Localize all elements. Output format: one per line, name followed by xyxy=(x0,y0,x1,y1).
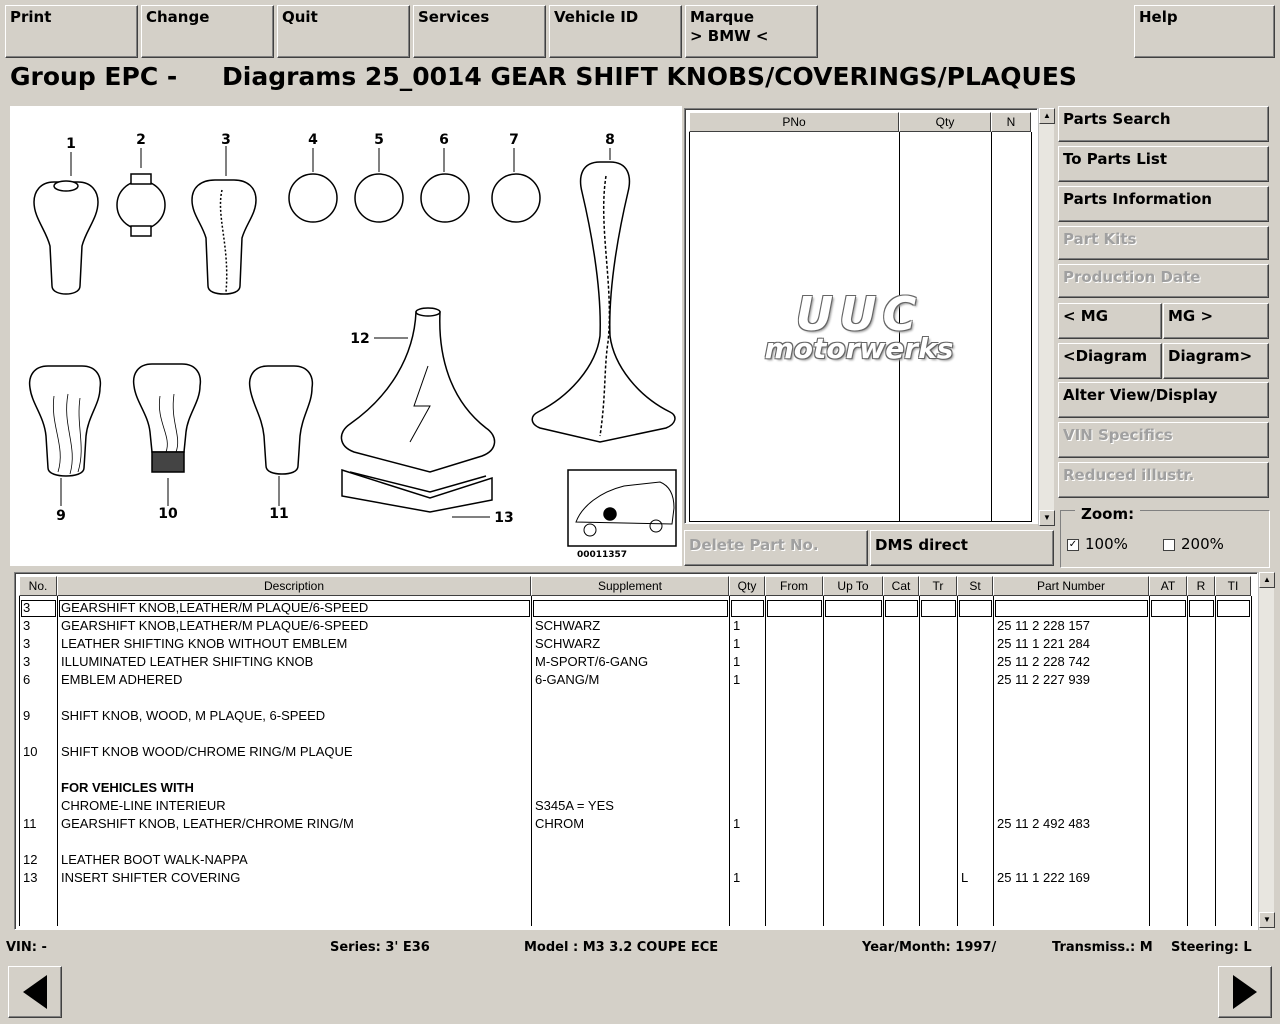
col-header-part-number[interactable]: Part Number xyxy=(993,576,1149,596)
pno-header[interactable]: PNo xyxy=(689,112,899,132)
pno-bottom-line xyxy=(689,521,1032,522)
cell-no: 3 xyxy=(23,654,31,669)
part-kits-label: Part Kits xyxy=(1063,230,1137,248)
cell-qty: 1 xyxy=(733,654,741,669)
cell-no: 3 xyxy=(23,618,31,633)
cell-part-number: 25 11 2 228 742 xyxy=(997,654,1091,669)
col-header-up-to[interactable]: Up To xyxy=(823,576,883,596)
callout-1[interactable]: 1 xyxy=(66,136,76,152)
marque-button[interactable] xyxy=(685,5,818,58)
quit-label: Quit xyxy=(282,8,318,26)
cell-st: L xyxy=(961,870,969,885)
reduced-illustr-label: Reduced illustr. xyxy=(1063,466,1195,484)
cell-qty: 1 xyxy=(733,618,741,633)
print-label: Print xyxy=(10,8,52,26)
cell-no: 12 xyxy=(23,852,38,867)
col-header-supplement[interactable]: Supplement xyxy=(531,576,729,596)
cell-description: ILLUMINATED LEATHER SHIFTING KNOB xyxy=(61,654,314,669)
status-steering: Steering: L xyxy=(1171,940,1252,955)
vehicle-id-button[interactable] xyxy=(549,5,682,58)
cell-supplement: 6-GANG/M xyxy=(535,672,600,687)
col-header-from[interactable]: From xyxy=(765,576,823,596)
cell-description: EMBLEM ADHERED xyxy=(61,672,183,687)
diagram-next-button[interactable] xyxy=(1163,343,1269,379)
pno-n-header[interactable]: N xyxy=(991,112,1031,132)
table-row[interactable] xyxy=(19,725,1252,743)
callout-4[interactable]: 4 xyxy=(308,132,318,148)
delete-part-no-button[interactable] xyxy=(684,530,868,566)
selection-cell xyxy=(1189,600,1214,617)
zoom-200-label[interactable]: 200% xyxy=(1181,535,1224,553)
diagram-prev-label: <Diagram xyxy=(1063,347,1148,365)
pno-table[interactable] xyxy=(684,108,1038,524)
status-series: Series: 3' E36 xyxy=(330,940,430,955)
to-parts-list-button[interactable] xyxy=(1058,146,1269,182)
status-transmission: Transmiss.: M xyxy=(1052,940,1153,955)
pno-scrollbar[interactable] xyxy=(1038,108,1054,526)
quit-button[interactable] xyxy=(277,5,410,58)
part-kits-button[interactable] xyxy=(1058,226,1269,260)
marque-label: Marque xyxy=(690,8,755,26)
cell-supplement: S345A = YES xyxy=(535,798,614,813)
change-label: Change xyxy=(146,8,210,26)
callout-2[interactable]: 2 xyxy=(136,132,146,148)
callout-8[interactable]: 8 xyxy=(605,132,615,148)
services-button[interactable] xyxy=(413,5,546,58)
cell-qty: 1 xyxy=(733,636,741,651)
callout-10[interactable]: 10 xyxy=(158,506,178,522)
pno-col-line xyxy=(991,132,992,522)
selection-cell xyxy=(995,600,1148,617)
cell-no: 3 xyxy=(23,600,31,615)
vin-specifics-button[interactable] xyxy=(1058,422,1269,458)
marque-value: > BMW < xyxy=(690,27,769,45)
dms-direct-label: DMS direct xyxy=(875,536,968,554)
callout-11[interactable]: 11 xyxy=(269,506,289,522)
cell-supplement: M-SPORT/6-GANG xyxy=(535,654,649,669)
zoom-100-checkbox[interactable]: ✓ xyxy=(1068,539,1078,550)
arrow-right-icon xyxy=(1219,967,1271,1017)
selection-cell xyxy=(959,600,992,617)
cell-description: SHIFT KNOB WOOD/CHROME RING/M PLAQUE xyxy=(61,744,353,759)
cell-description: SHIFT KNOB, WOOD, M PLAQUE, 6-SPEED xyxy=(61,708,326,723)
diagram-prev-button[interactable] xyxy=(1058,343,1162,379)
alter-view-display-button[interactable] xyxy=(1058,382,1269,418)
cell-part-number: 25 11 1 221 284 xyxy=(997,636,1091,651)
parts-information-label: Parts Information xyxy=(1063,190,1212,208)
pno-col-line xyxy=(1031,132,1032,522)
diagram-image-id: 00011357 xyxy=(576,550,628,560)
mg-prev-label: < MG xyxy=(1063,307,1109,325)
delete-part-no-label: Delete Part No. xyxy=(689,536,819,554)
cell-description: GEARSHIFT KNOB,LEATHER/M PLAQUE/6-SPEED xyxy=(61,618,369,633)
table-row[interactable] xyxy=(19,833,1252,851)
watermark-line1: UUC xyxy=(795,287,923,341)
selection-cell xyxy=(731,600,764,617)
cell-description: GEARSHIFT KNOB, LEATHER/CHROME RING/M xyxy=(61,816,354,831)
col-header-cat[interactable]: Cat xyxy=(883,576,919,596)
col-header-description[interactable]: Description xyxy=(57,576,531,596)
selection-cell xyxy=(885,600,918,617)
to-parts-list-label: To Parts List xyxy=(1063,150,1167,168)
selection-cell xyxy=(767,600,822,617)
dms-direct-button[interactable] xyxy=(870,530,1054,566)
vin-specifics-label: VIN Specifics xyxy=(1063,426,1173,444)
cell-no: 11 xyxy=(23,816,37,831)
status-model: Model : M3 3.2 COUPE ECE xyxy=(524,940,719,955)
scroll-down-icon[interactable]: ▼ xyxy=(1259,912,1275,928)
watermark xyxy=(729,287,989,365)
cell-qty: 1 xyxy=(733,816,741,831)
pno-qty-header[interactable]: Qty xyxy=(899,112,991,132)
callout-5[interactable]: 5 xyxy=(374,132,384,148)
cell-no: 9 xyxy=(23,708,31,723)
cell-description: FOR VEHICLES WITH xyxy=(61,780,194,795)
col-header-no[interactable]: No. xyxy=(19,576,57,596)
status-vin: VIN: - xyxy=(6,940,47,955)
zoom-100-label[interactable]: 100% xyxy=(1085,535,1128,553)
callout-3[interactable]: 3 xyxy=(221,132,231,148)
arrow-left-icon xyxy=(9,967,61,1017)
cell-no: 3 xyxy=(23,636,31,651)
scroll-down-icon[interactable]: ▼ xyxy=(1039,510,1055,526)
cell-qty: 1 xyxy=(733,672,741,687)
vehicle-id-label: Vehicle ID xyxy=(554,8,639,26)
scroll-up-icon[interactable]: ▲ xyxy=(1039,108,1055,124)
parts-list-table[interactable] xyxy=(14,572,1258,930)
status-year-month: Year/Month: 1997/ xyxy=(862,940,997,955)
cell-description: LEATHER BOOT WALK-NAPPA xyxy=(61,852,248,867)
zoom-group xyxy=(1060,505,1270,568)
selection-cell xyxy=(1151,600,1186,617)
help-button[interactable] xyxy=(1134,5,1275,58)
parts-diagram[interactable] xyxy=(10,106,682,566)
status-bar xyxy=(0,940,1280,960)
production-date-button[interactable] xyxy=(1058,264,1269,298)
diagram-next-label: Diagram> xyxy=(1168,347,1253,365)
forward-button[interactable] xyxy=(1218,966,1272,1018)
parts-scrollbar[interactable] xyxy=(1258,572,1274,930)
col-header-tr[interactable]: Tr xyxy=(919,576,957,596)
selection-cell xyxy=(825,600,882,617)
table-row[interactable] xyxy=(19,761,1252,779)
col-header-r[interactable]: R xyxy=(1187,576,1215,596)
callout-7[interactable]: 7 xyxy=(509,132,519,148)
print-button[interactable] xyxy=(5,5,138,58)
callout-13[interactable]: 13 xyxy=(494,510,514,526)
cell-description: GEARSHIFT KNOB,LEATHER/M PLAQUE/6-SPEED xyxy=(61,600,369,615)
selection-cell xyxy=(533,600,728,617)
selection-cell xyxy=(921,600,956,617)
help-label: Help xyxy=(1139,8,1178,26)
mg-next-button[interactable] xyxy=(1163,303,1269,339)
cell-description: LEATHER SHIFTING KNOB WITHOUT EMBLEM xyxy=(61,636,348,651)
callout-9[interactable]: 9 xyxy=(56,508,66,524)
production-date-label: Production Date xyxy=(1063,268,1201,286)
col-header-at[interactable]: AT xyxy=(1149,576,1187,596)
group-title: Group EPC - xyxy=(10,62,178,91)
zoom-200-checkbox[interactable] xyxy=(1163,539,1175,551)
cell-no: 6 xyxy=(23,672,31,687)
callout-12[interactable]: 12 xyxy=(350,331,370,347)
cell-no: 10 xyxy=(23,744,38,759)
mg-prev-button[interactable] xyxy=(1058,303,1162,339)
watermark-line2: motorwerks xyxy=(764,332,954,365)
reduced-illustr-button[interactable] xyxy=(1058,462,1269,498)
col-header-st[interactable]: St xyxy=(957,576,993,596)
parts-information-button[interactable] xyxy=(1058,186,1269,222)
zoom-label: Zoom: xyxy=(1075,505,1140,523)
services-label: Services xyxy=(418,8,490,26)
cell-part-number: 25 11 2 227 939 xyxy=(997,672,1091,687)
pno-col-line xyxy=(689,132,690,522)
cell-description: INSERT SHIFTER COVERING xyxy=(61,870,241,885)
cell-supplement: SCHWARZ xyxy=(535,636,601,651)
cell-supplement: SCHWARZ xyxy=(535,618,601,633)
parts-search-button[interactable] xyxy=(1058,106,1269,142)
cell-part-number: 25 11 1 222 169 xyxy=(997,870,1091,885)
page-title: Diagrams 25_0014 GEAR SHIFT KNOBS/COVERINGS/PLAQUES xyxy=(222,62,1077,91)
callout-6[interactable]: 6 xyxy=(439,132,449,148)
parts-search-label: Parts Search xyxy=(1063,110,1171,128)
alter-view-display-label: Alter View/Display xyxy=(1063,386,1218,404)
back-button[interactable] xyxy=(8,966,62,1018)
col-header-qty[interactable]: Qty xyxy=(729,576,765,596)
cell-description: CHROME-LINE INTERIEUR xyxy=(61,798,226,813)
cell-no: 13 xyxy=(23,870,38,885)
scroll-up-icon[interactable]: ▲ xyxy=(1259,572,1275,588)
diagram-drawing xyxy=(10,106,682,566)
change-button[interactable] xyxy=(141,5,274,58)
cell-qty: 1 xyxy=(733,870,741,885)
mg-next-label: MG > xyxy=(1168,307,1214,325)
table-row[interactable] xyxy=(19,689,1252,707)
cell-supplement: CHROM xyxy=(535,816,585,831)
cell-part-number: 25 11 2 492 483 xyxy=(997,816,1091,831)
col-header-ti[interactable]: TI xyxy=(1215,576,1251,596)
selection-cell xyxy=(1217,600,1250,617)
cell-part-number: 25 11 2 228 157 xyxy=(997,618,1091,633)
